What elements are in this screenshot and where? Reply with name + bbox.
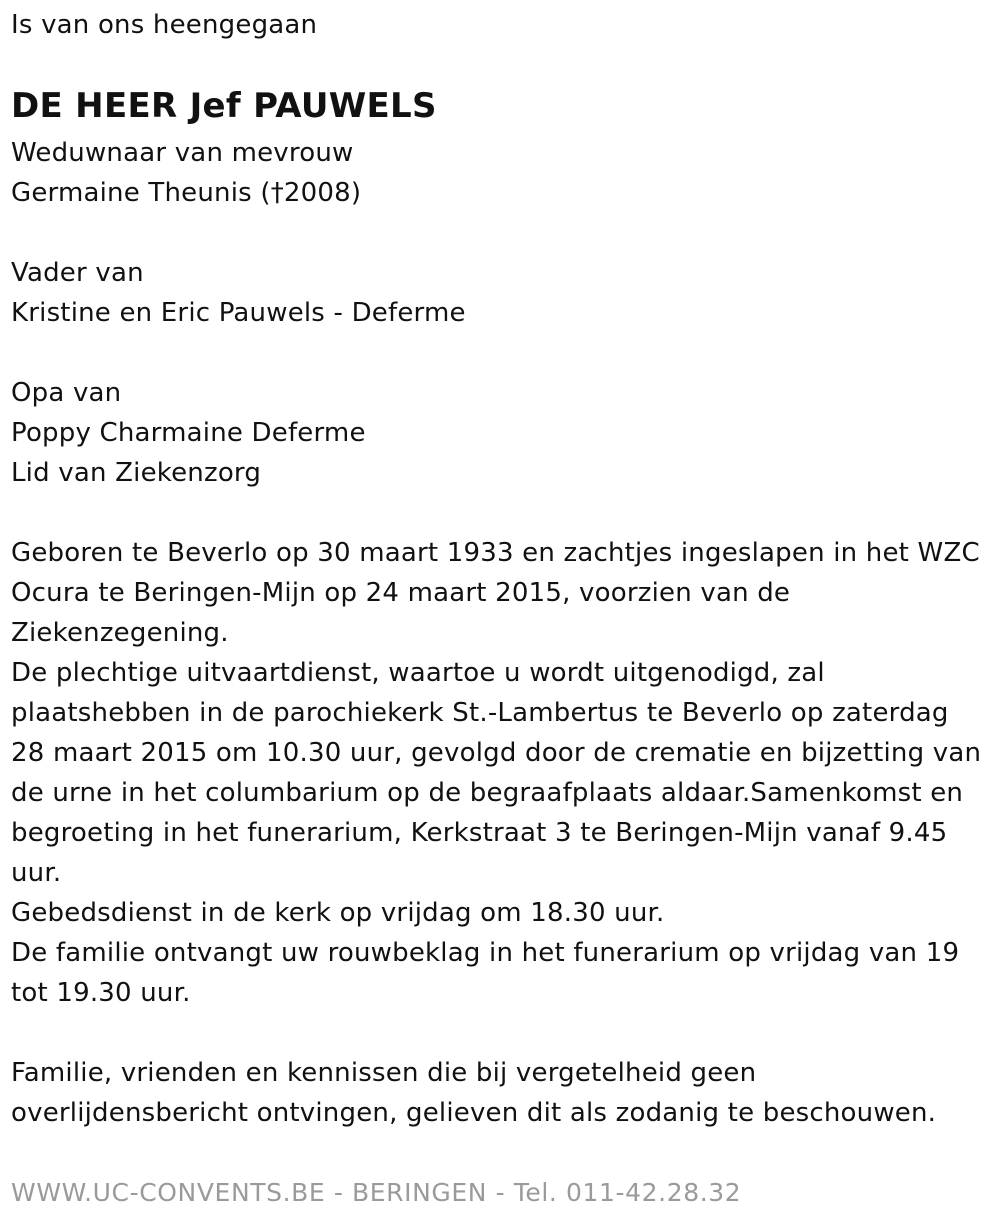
- details-line: begroeting in het funerarium, Kerkstraat 3 te Beringen-Mijn vanaf 9.45: [11, 818, 948, 848]
- details-line: tot 19.30 uur.: [11, 978, 191, 1008]
- grandfather-line-1: Opa van: [11, 378, 122, 408]
- details-line: plaatshebben in de parochiekerk St.-Lambertus te Beverlo op zaterdag: [11, 698, 949, 728]
- deceased-name: DE HEER Jef PAUWELS: [11, 86, 437, 126]
- intro-text: Is van ons heengegaan: [11, 10, 318, 40]
- details-line: Ziekenzegening.: [11, 618, 229, 648]
- footer-contact: WWW.UC-CONVENTS.BE - BERINGEN - Tel. 011-42.28.32: [11, 1178, 742, 1207]
- details-line: uur.: [11, 858, 62, 888]
- closing-line-1: Familie, vrienden en kennissen die bij vergetelheid geen: [11, 1058, 757, 1088]
- spouse-line-1: Weduwnaar van mevrouw: [11, 138, 354, 168]
- details-line: 28 maart 2015 om 10.30 uur, gevolgd door de crematie en bijzetting van: [11, 738, 982, 768]
- details-line: De plechtige uitvaartdienst, waartoe u wordt uitgenodigd, zal: [11, 658, 825, 688]
- details-line: De familie ontvangt uw rouwbeklag in het funerarium op vrijdag van 19: [11, 938, 960, 968]
- details-line: de urne in het columbarium op de begraafplaats aldaar.Samenkomst en: [11, 778, 964, 808]
- spouse-line-2: Germaine Theunis (†2008): [11, 178, 362, 208]
- details-line: Ocura te Beringen-Mijn op 24 maart 2015, voorzien van de: [11, 578, 791, 608]
- closing-line-2: overlijdensbericht ontvingen, gelieven dit als zodanig te beschouwen.: [11, 1098, 937, 1128]
- details-line: Gebedsdienst in de kerk op vrijdag om 18.30 uur.: [11, 898, 665, 928]
- membership-line: Lid van Ziekenzorg: [11, 458, 262, 488]
- father-line-1: Vader van: [11, 258, 144, 288]
- father-line-2: Kristine en Eric Pauwels - Deferme: [11, 298, 466, 328]
- grandfather-line-2: Poppy Charmaine Deferme: [11, 418, 366, 448]
- details-line: Geboren te Beverlo op 30 maart 1933 en zachtjes ingeslapen in het WZC: [11, 538, 980, 568]
